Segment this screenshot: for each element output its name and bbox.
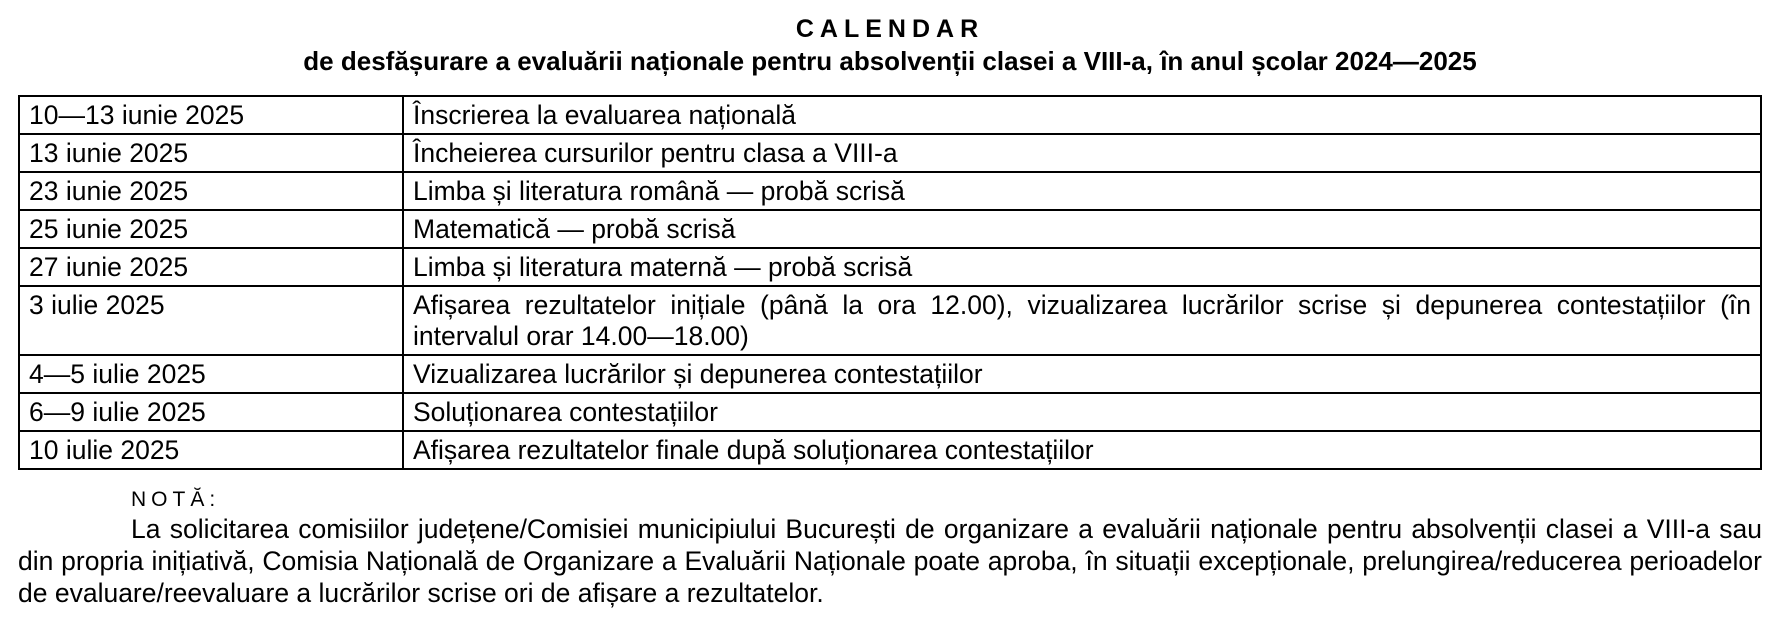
note-heading: NOTĂ: bbox=[131, 488, 221, 511]
row-event: Afișarea rezultatelor finale după soluționarea contestațiilor bbox=[403, 431, 1761, 469]
row-date: 13 iunie 2025 bbox=[19, 134, 403, 172]
table-row bbox=[19, 172, 1761, 210]
document-title: CALENDAR bbox=[795, 15, 985, 43]
row-date: 25 iunie 2025 bbox=[19, 210, 403, 248]
row-event: Limba și literatura maternă — probă scrisă bbox=[403, 248, 1761, 286]
row-date: 10—13 iunie 2025 bbox=[19, 96, 403, 134]
table-row bbox=[19, 355, 1761, 393]
row-date: 27 iunie 2025 bbox=[19, 248, 403, 286]
row-date: 6—9 iulie 2025 bbox=[19, 393, 403, 431]
table-row bbox=[19, 286, 1761, 355]
table-row bbox=[19, 134, 1761, 172]
row-date: 4—5 iulie 2025 bbox=[19, 355, 403, 393]
table-row bbox=[19, 96, 1761, 134]
row-date: 23 iunie 2025 bbox=[19, 172, 403, 210]
row-event: Afișarea rezultatelor inițiale (până la ora 12.00), vizualizarea lucrărilor scrise și depunerea contestațiilor (în intervalul orar 14.00—18.00) bbox=[403, 286, 1761, 355]
row-event: Soluționarea contestațiilor bbox=[403, 393, 1761, 431]
row-date: 10 iulie 2025 bbox=[19, 431, 403, 469]
row-event: Încheierea cursurilor pentru clasa a VIII-a bbox=[403, 134, 1761, 172]
note-text: La solicitarea comisiilor județene/Comisiei municipiului București de organizare a evaluării naționale pentru absolvenții clasei a VIII-a sau din propria inițiativă, Comisia Națională de Organizare a Evaluării Naționale poate aproba, în situații excepționale, prelungirea/reducerea perioadelor de evaluare/reevaluare a lucrărilor scrise ori de afișare a rezultatelor. bbox=[18, 514, 1762, 608]
table-row bbox=[19, 431, 1761, 469]
row-event: Matematică — probă scrisă bbox=[403, 210, 1761, 248]
row-date: 3 iulie 2025 bbox=[19, 286, 403, 355]
row-event: Limba și literatura română — probă scrisă bbox=[403, 172, 1761, 210]
row-event: Vizualizarea lucrărilor și depunerea contestațiilor bbox=[403, 355, 1761, 393]
calendar-table bbox=[18, 95, 1762, 470]
document-subtitle: de desfășurare a evaluării naționale pentru absolvenții clasei a VIII-a, în anul școlar 2024—2025 bbox=[303, 46, 1477, 76]
table-row bbox=[19, 393, 1761, 431]
row-event: Înscrierea la evaluarea națională bbox=[403, 96, 1761, 134]
table-row bbox=[19, 210, 1761, 248]
table-row bbox=[19, 248, 1761, 286]
document-page bbox=[18, 14, 1762, 609]
